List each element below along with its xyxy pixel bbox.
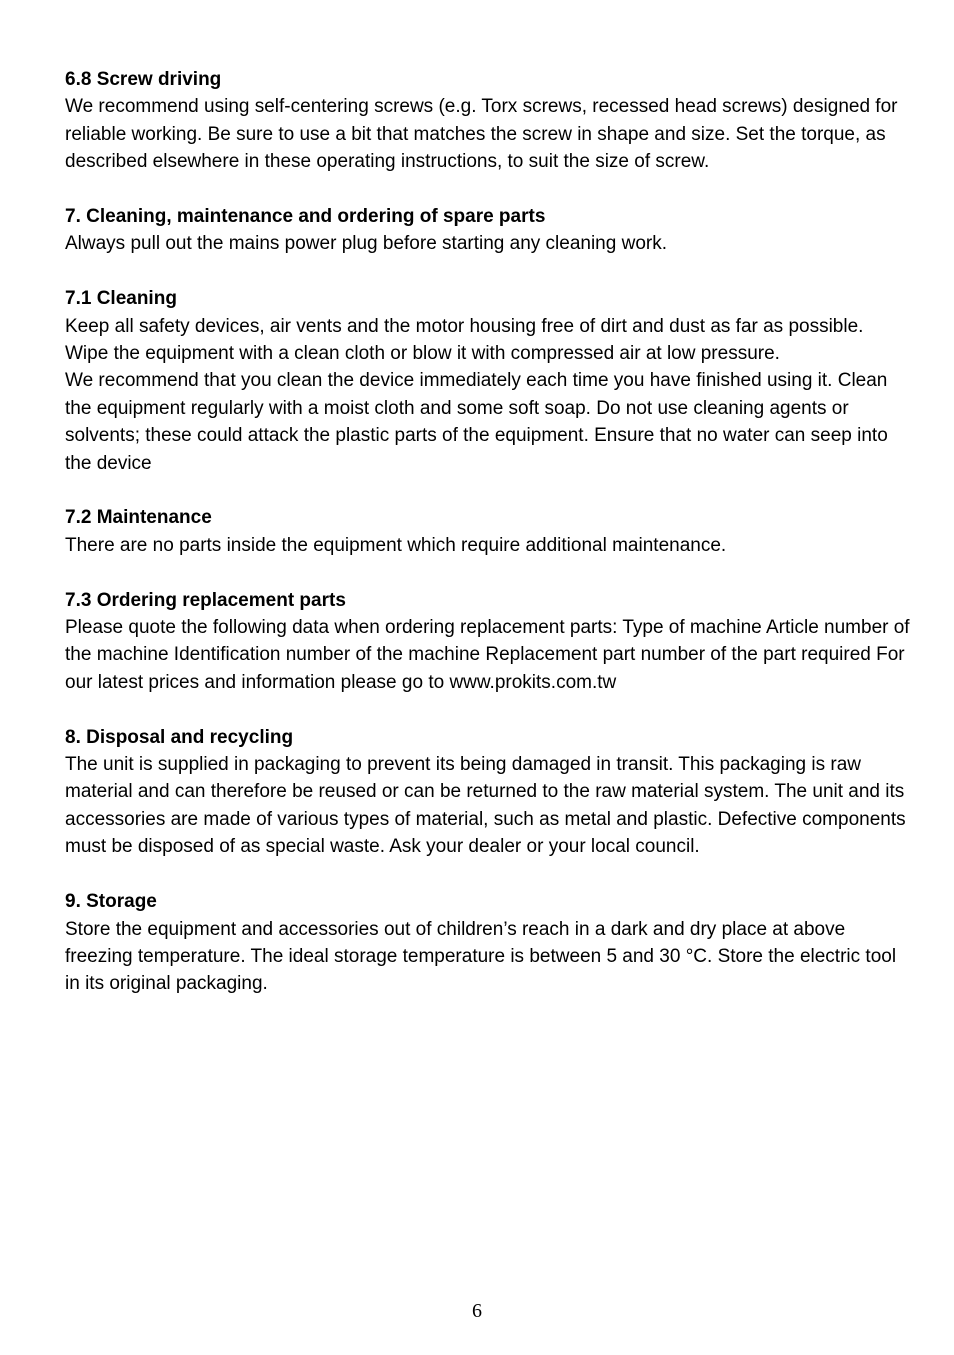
section-paragraph: Always pull out the mains power plug before starting any cleaning work. [65, 233, 667, 255]
section-paragraph: Please quote the following data when ordering replacement parts: Type of machine Article number of the machine Identification number of the machine Replacement part number of the part required For our latest prices and information please go to www.prokits.com.tw [65, 617, 910, 693]
page-number: 6 [472, 1300, 482, 1322]
section-paragraph: We recommend that you clean the device immediately each time you have finished using it. Clean the equipment regularly with a moist cloth and some soft soap. Do not use cleaning agents or solvents; these could attack the plastic parts of the equipment. Ensure that no water can seep into the device [65, 370, 888, 474]
section-maintenance [65, 504, 915, 559]
document-page [65, 66, 915, 1025]
section-paragraph: Store the equipment and accessories out of children’s reach in a dark and dry place at above freezing temperature. The ideal storage temperature is between 5 and 30 °C. Store the electric tool in its original packaging. [65, 918, 897, 995]
section-paragraph: We recommend using self-centering screws (e.g. Torx screws, recessed head screws) designed for reliable working. Be sure to use a bit that matches the screw in shape and size. Set the torque, as described elsewhere in these operating instructions, to suit the size of screw. [65, 96, 898, 173]
section-paragraph: Wipe the equipment with a clean cloth or blow it with compressed air at low pressure. [65, 343, 780, 365]
section-heading: 9. Storage [65, 891, 157, 913]
section-storage [65, 888, 915, 998]
section-cleaning-maintenance [65, 203, 915, 258]
section-disposal-recycling [65, 724, 915, 861]
section-screw-driving [65, 66, 915, 176]
section-ordering-parts [65, 587, 915, 697]
section-paragraph: The unit is supplied in packaging to prevent its being damaged in transit. This packaging is raw material and can therefore be reused or can be returned to the raw material system. The unit and its accessories are made of various types of material, such as metal and plastic. Defective components must be disposed of as special waste. Ask your dealer or your local council. [65, 754, 906, 858]
section-heading: 7.1 Cleaning [65, 288, 177, 310]
section-heading: 6.8 Screw driving [65, 69, 222, 90]
section-heading: 8. Disposal and recycling [65, 726, 294, 748]
section-paragraph: Keep all safety devices, air vents and the motor housing free of dirt and dust as far as possible. [65, 315, 864, 337]
section-cleaning [65, 285, 915, 477]
section-paragraph: There are no parts inside the equipment which require additional maintenance. [65, 534, 727, 556]
section-heading: 7. Cleaning, maintenance and ordering of spare parts [65, 206, 546, 228]
section-heading: 7.2 Maintenance [65, 507, 212, 529]
section-heading: 7.3 Ordering replacement parts [65, 589, 346, 611]
